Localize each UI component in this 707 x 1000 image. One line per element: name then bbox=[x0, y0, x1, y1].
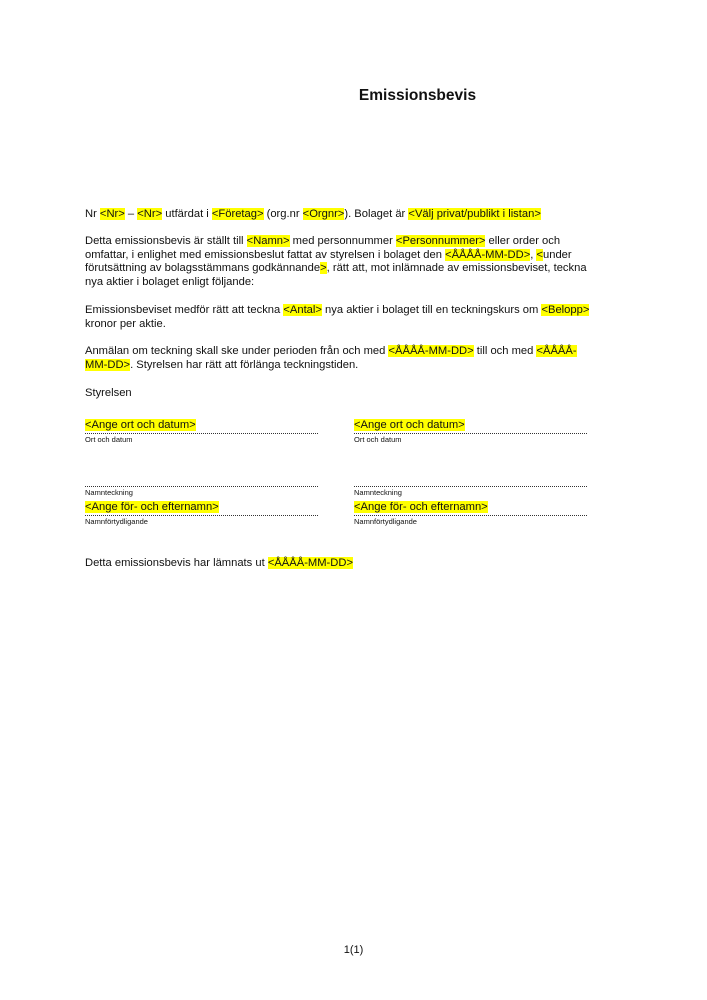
placeholder-field[interactable]: <Företag> bbox=[211, 208, 264, 220]
place-date-field[interactable]: <Ange ort och datum> bbox=[354, 419, 465, 431]
text-segment: omfattar, i enlighet med emissionsbeslut fattat av styrelsen i bolaget den bbox=[85, 248, 446, 261]
text-segment: , bbox=[530, 248, 537, 261]
text-segment: förutsättning av bolagsstämmans godkännande bbox=[85, 262, 321, 275]
text-segment: Anmälan om teckning skall ske under perioden från och med bbox=[85, 345, 389, 357]
text-segment: Emissionsbeviset medför rätt att teckna bbox=[85, 304, 284, 316]
name-field[interactable]: <Ange för- och efternamn> bbox=[354, 501, 488, 513]
signature-line[interactable] bbox=[85, 444, 318, 487]
placeholder-field[interactable]: <Orgnr> bbox=[302, 208, 345, 220]
placeholder-field[interactable]: <Namn> bbox=[246, 235, 290, 247]
placeholder-field[interactable]: <ÅÅÅÅ-MM-DD> bbox=[445, 248, 531, 261]
placeholder-field[interactable]: <Personnummer> bbox=[395, 235, 486, 247]
paragraph-subscription-period bbox=[85, 345, 577, 372]
place-date-caption: Ort och datum bbox=[85, 435, 133, 444]
placeholder-field[interactable]: <Nr> bbox=[137, 208, 163, 220]
placeholder-field[interactable]: <ÅÅÅÅ-MM-DD> bbox=[388, 345, 474, 357]
text-segment: Nr bbox=[85, 208, 100, 220]
signature-line[interactable] bbox=[354, 444, 587, 487]
paragraph-holder bbox=[85, 235, 587, 289]
placeholder-field[interactable]: <Antal> bbox=[283, 304, 322, 316]
text-segment: kronor per aktie. bbox=[85, 317, 166, 330]
text-segment: under bbox=[543, 248, 572, 261]
placeholder-field[interactable]: MM-DD> bbox=[85, 358, 131, 371]
name-caption: Namnförtydligande bbox=[85, 517, 148, 526]
text-line bbox=[85, 557, 353, 571]
text-line bbox=[85, 345, 577, 359]
text-line bbox=[85, 318, 589, 332]
paragraph-subscription-right bbox=[85, 304, 589, 331]
text-segment: Detta emissionsbevis har lämnats ut bbox=[85, 557, 268, 569]
placeholder-field[interactable]: <ÅÅÅÅ-MM-DD> bbox=[267, 557, 353, 569]
paragraph-certificate-number bbox=[85, 208, 541, 222]
page-number: 1(1) bbox=[343, 944, 364, 956]
text-segment: (org.nr bbox=[263, 208, 303, 220]
placeholder-field[interactable]: > bbox=[320, 262, 327, 275]
signature-block-right bbox=[354, 415, 587, 526]
placeholder-field[interactable]: <ÅÅÅÅ- bbox=[536, 345, 577, 357]
place-date-caption: Ort och datum bbox=[354, 435, 402, 444]
text-line bbox=[85, 249, 587, 263]
place-date-field[interactable]: <Ange ort och datum> bbox=[85, 419, 196, 431]
text-line bbox=[85, 262, 587, 276]
board-label bbox=[85, 387, 132, 401]
text-segment: Detta emissionsbevis är ställt till bbox=[85, 235, 247, 247]
text-line bbox=[85, 235, 587, 249]
text-segment: . Styrelsen har rätt att förlänga teckningstiden. bbox=[130, 358, 359, 371]
signature-caption: Namnteckning bbox=[354, 488, 402, 497]
document-title: Emissionsbevis bbox=[358, 87, 477, 104]
text-line bbox=[85, 304, 589, 318]
text-segment: – bbox=[124, 208, 138, 220]
text-segment: till och med bbox=[473, 345, 537, 357]
text-line bbox=[85, 359, 577, 373]
placeholder-field[interactable]: <Belopp> bbox=[541, 304, 590, 316]
text-line bbox=[85, 276, 587, 290]
signature-caption: Namnteckning bbox=[85, 488, 133, 497]
text-segment: Styrelsen bbox=[85, 387, 132, 399]
text-segment: , rätt att, mot inlämnade av emissionsbeviset, teckna bbox=[326, 262, 587, 275]
signature-block-left bbox=[85, 415, 318, 526]
text-segment: utfärdat i bbox=[162, 208, 212, 220]
text-segment: nya aktier i bolaget till en teckningskurs om bbox=[321, 304, 542, 316]
placeholder-field[interactable]: <Välj privat/publikt i listan> bbox=[408, 208, 541, 220]
text-line bbox=[85, 208, 541, 222]
text-segment: ). Bolaget är bbox=[344, 208, 409, 220]
name-caption: Namnförtydligande bbox=[354, 517, 417, 526]
placeholder-field[interactable]: < bbox=[536, 248, 543, 261]
placeholder-field[interactable]: <Nr> bbox=[99, 208, 125, 220]
paragraph-issued-date bbox=[85, 557, 353, 571]
name-field[interactable]: <Ange för- och efternamn> bbox=[85, 501, 219, 513]
text-line bbox=[85, 387, 132, 401]
text-segment: med personnummer bbox=[289, 235, 396, 247]
text-segment: eller order och bbox=[485, 235, 561, 247]
text-segment: nya aktier i bolaget enligt följande: bbox=[85, 275, 255, 288]
